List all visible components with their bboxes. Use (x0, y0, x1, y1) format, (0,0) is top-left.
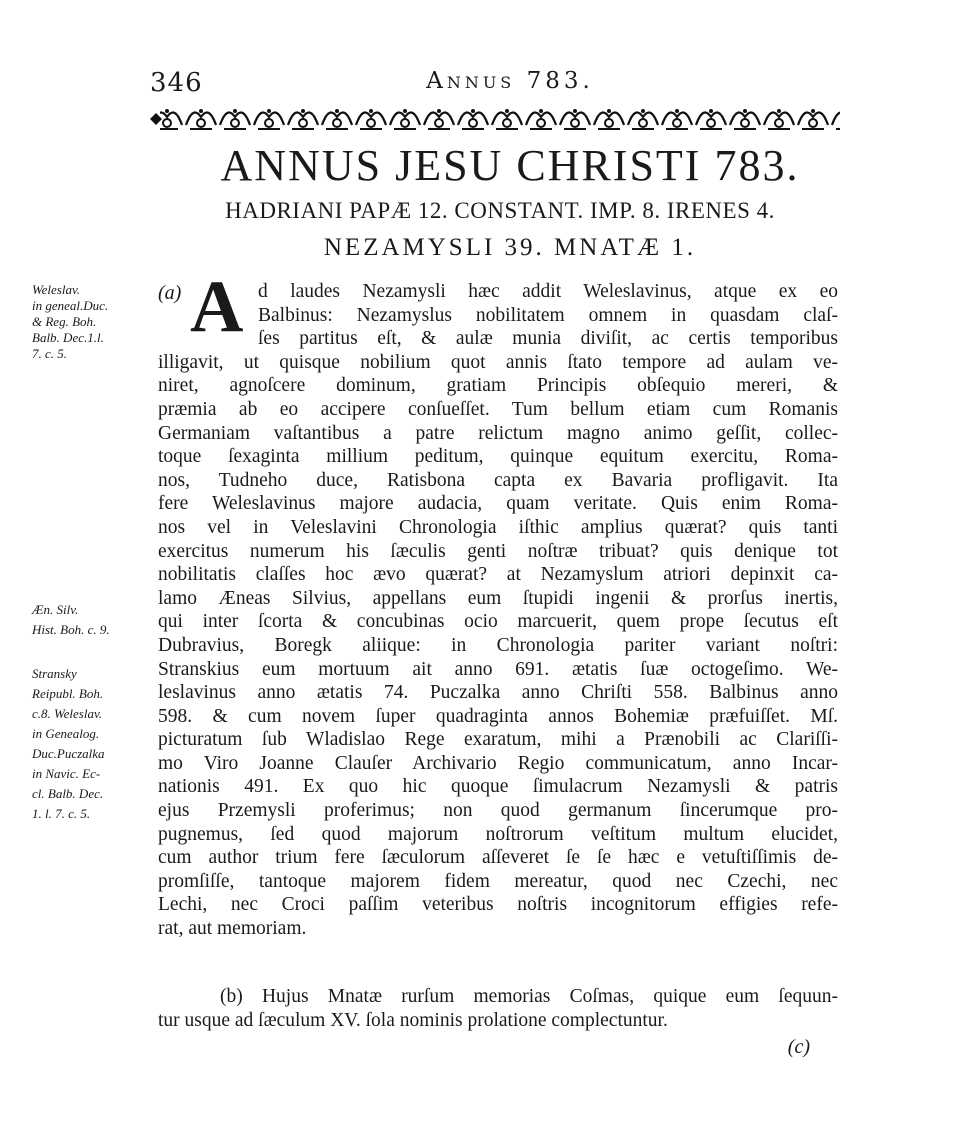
margin-note: in geneal.Duc. (32, 298, 109, 313)
body-line: promſiſſe, tantoque majorem fidem mereatur, quod nec Czechi, nec (158, 870, 838, 892)
body-line: fere Weleslavinus majore audacia, quam veritate. Quis enim Roma- (158, 493, 838, 515)
body-line: nos vel in Veleslavini Chronologia iſthic amplius quærat? quis tanti (158, 516, 838, 538)
margin-note: Duc.Puczalka (32, 746, 105, 761)
body-line: Germaniam vaſtantibus a patre relictum magno animo geſſit, collec- (158, 422, 838, 444)
body-line: cum author trium fere ſæculorum aſſeveret ſe ſe hæc e vetuſtiſſimis de- (158, 847, 838, 869)
ornament-border (150, 103, 840, 133)
body-line: Dubravius, Boregk aliique: in Chronologia pariter variant noſtri: (158, 634, 838, 656)
body-line: picturatum ſub Wladislao Rege exaratum, mihi a Prænobili ac Clariſſi- (158, 729, 838, 751)
footnote-line: (b) Hujus Mnatæ rurſum memorias Coſmas, quique eum ſequun- (220, 986, 838, 1007)
margin-note: 7. c. 5. (32, 346, 68, 361)
body-line: nobilitatis claſſes hoc ævo quærat? at Nezamyslum atriori depinxit ca- (158, 564, 838, 586)
body-line: nos, Tudneho duce, Ratisbona capta ex Bavaria profligavit. Ita (158, 469, 838, 491)
body-line: pugnemus, ſed quod majorum noſtrorum veſtitum multum elucidet, (158, 823, 838, 845)
note-marker-a: (a) (158, 282, 182, 304)
margin-note: 1. l. 7. c. 5. (32, 806, 91, 821)
body-line: Balbinus: Nezamyslus nobilitatem omnem in quasdam claſ- (258, 304, 838, 326)
body-line: ſes partitus eſt, & aulæ munia diviſit, ac certis temporibus (258, 328, 838, 350)
body-line: 598. & cum novem ſuper quadraginta annos Bohemiæ præfuiſſet. Mſ. (158, 705, 838, 727)
body-text (158, 280, 838, 941)
margin-note: Weleslav. (32, 282, 81, 297)
body-line: toque ſexaginta millium peditum, quinque equitum exercitu, Roma- (158, 446, 838, 468)
margin-note: Hist. Boh. c. 9. (32, 622, 110, 637)
body-line: d laudes Nezamysli hæc addit Weleslavinus, atque ex eo (258, 281, 838, 302)
page-title: ANNUS JESU CHRISTI 783. (220, 141, 800, 190)
margin-note: c.8. Weleslav. (32, 706, 103, 721)
page-header (150, 68, 870, 98)
body-line: leslavinus anno ætatis 74. Puczalka anno Chriſti 558. Balbinus anno (158, 682, 838, 704)
margin-note: cl. Balb. Dec. (32, 786, 104, 801)
body-line: exercitus numerum his ſæculis genti noſtræ tribuat? quis denique tot (158, 540, 838, 562)
body-line: qui inter ſcorta & concubinas ocio marcuerit, quem prope ſecutus eſt (158, 611, 838, 633)
catchword: (c) (787, 1036, 810, 1058)
body-line: ejus Przemysli proferimus; non quod germanum ſincerumque pro- (158, 800, 838, 822)
body-line: lamo Æneas Silvius, appellans eum ſtupidi ingenii & prorſus inertis, (158, 587, 838, 609)
body-line: illigavit, ut quisque nobilium quot annis ſtato tempore ad aulam ve- (158, 351, 838, 373)
dukes-years-line: NEZAMYSLI 39. MNATÆ 1. (323, 234, 697, 261)
body-line: rat, aut memoriam. (158, 918, 307, 940)
margin-note: Balb. Dec.1.l. (32, 330, 104, 345)
body-line: nationis 491. Ex quo hic quoque ſimulacrum Nezamysli & patris (158, 776, 838, 798)
margin-note: in Genealog. (32, 726, 100, 741)
body-line: Stranskius eum mortuum ait anno 691. ætatis ſuæ octogeſimo. We- (158, 658, 838, 680)
drop-cap: A (190, 266, 244, 348)
margin-note: in Navic. Ec- (32, 766, 101, 781)
body-line: niret, agnoſcere dominum, gratiam Principis obſequio mereri, & (158, 375, 838, 397)
margin-note: Stransky (32, 666, 77, 681)
margin-note: & Reg. Boh. (32, 314, 97, 329)
body-line: mo Viro Joanne Clauſer Archivario Regio communicatum, anno Incar- (158, 752, 838, 774)
margin-note: Æn. Silv. (32, 602, 79, 617)
footnote-line: tur usque ad ſæculum XV. ſola nominis prolatione complectuntur. (158, 1010, 668, 1031)
decorative-ornament-band (150, 103, 840, 133)
regnal-years-line: HADRIANI PAPÆ 12. CONSTANT. IMP. 8. IRENES 4. (225, 198, 775, 223)
body-line: Lechi, nec Croci paſſim veteribus noſtris incognitorum effigies refe- (158, 894, 838, 916)
body-line: præmia ab eo accipere conſueſſet. Tum bellum etiam cum Romanis (158, 398, 838, 420)
running-head: Annus 783. (426, 68, 594, 94)
page-number: 346 (150, 68, 203, 98)
footnote-b (158, 985, 838, 1033)
margin-note: Reipubl. Boh. (32, 686, 104, 701)
